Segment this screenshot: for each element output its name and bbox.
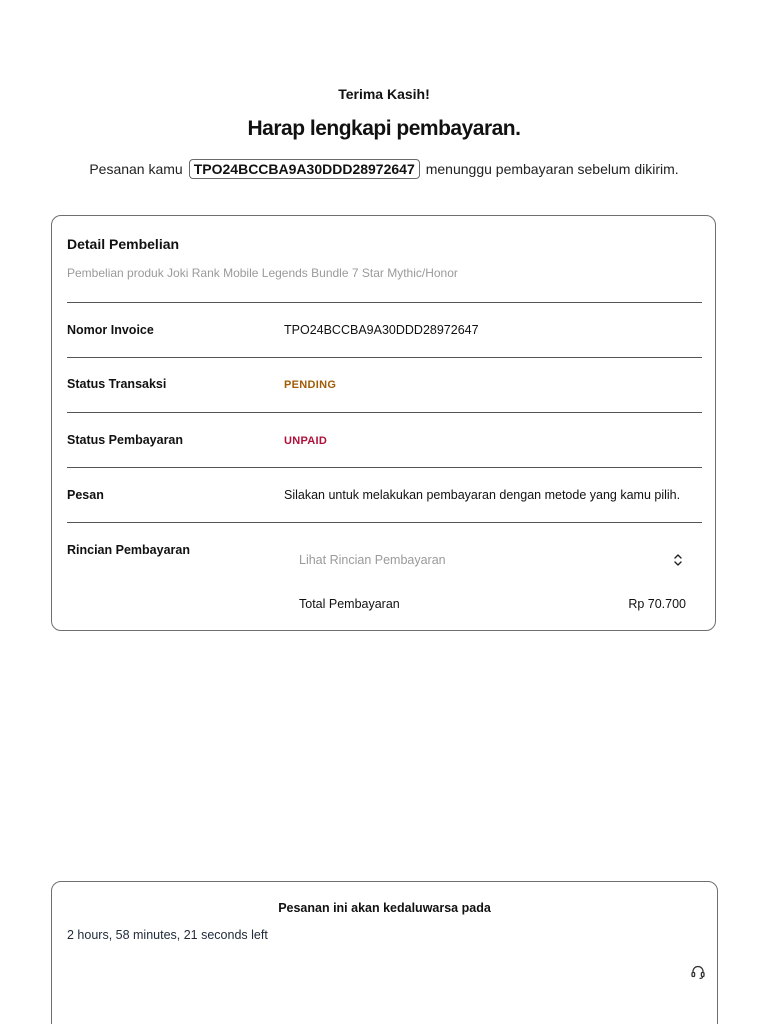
expiry-countdown: 2 hours, 58 minutes, 21 seconds left (67, 928, 268, 942)
divider (67, 522, 702, 523)
payment-status-badge: UNPAID (284, 435, 328, 447)
page-title: Harap lengkapi pembayaran. (247, 117, 521, 140)
message-prefix: Pesanan kamu (89, 161, 183, 177)
card-title: Detail Pembelian (67, 236, 180, 252)
total-payment-label: Total Pembayaran (299, 597, 400, 611)
expiry-title: Pesanan ini akan kedaluwarsa pada (278, 901, 491, 915)
payment-details-toggle-label: Lihat Rincian Pembayaran (299, 553, 446, 567)
invoice-number-value: TPO24BCCBA9A30DDD28972647 (284, 323, 479, 337)
order-status-message (0, 159, 768, 179)
divider (67, 467, 702, 468)
purchase-detail-card (51, 215, 716, 631)
expiry-card (51, 881, 718, 1024)
message-value: Silakan untuk melakukan pembayaran dengan metode yang kamu pilih. (284, 488, 681, 502)
headset-icon[interactable] (690, 964, 706, 980)
chevron-up-down-icon (672, 552, 684, 568)
thanks-label: Terima Kasih! (338, 86, 430, 102)
transaction-status-badge: PENDING (284, 379, 337, 391)
order-code-badge[interactable]: TPO24BCCBA9A30DDD28972647 (189, 159, 420, 179)
divider (67, 357, 702, 358)
payment-details-toggle[interactable] (284, 548, 694, 574)
payment-status-label: Status Pembayaran (67, 433, 184, 447)
transaction-status-label: Status Transaksi (67, 377, 167, 391)
divider (67, 302, 702, 303)
total-payment-value: Rp 70.700 (628, 597, 686, 611)
payment-details-label: Rincian Pembayaran (67, 543, 190, 557)
product-description: Pembelian produk Joki Rank Mobile Legends Bundle 7 Star Mythic/Honor (67, 266, 458, 280)
message-suffix: menunggu pembayaran sebelum dikirim. (425, 161, 679, 177)
invoice-number-label: Nomor Invoice (67, 323, 154, 337)
message-label: Pesan (67, 488, 104, 502)
divider (67, 412, 702, 413)
